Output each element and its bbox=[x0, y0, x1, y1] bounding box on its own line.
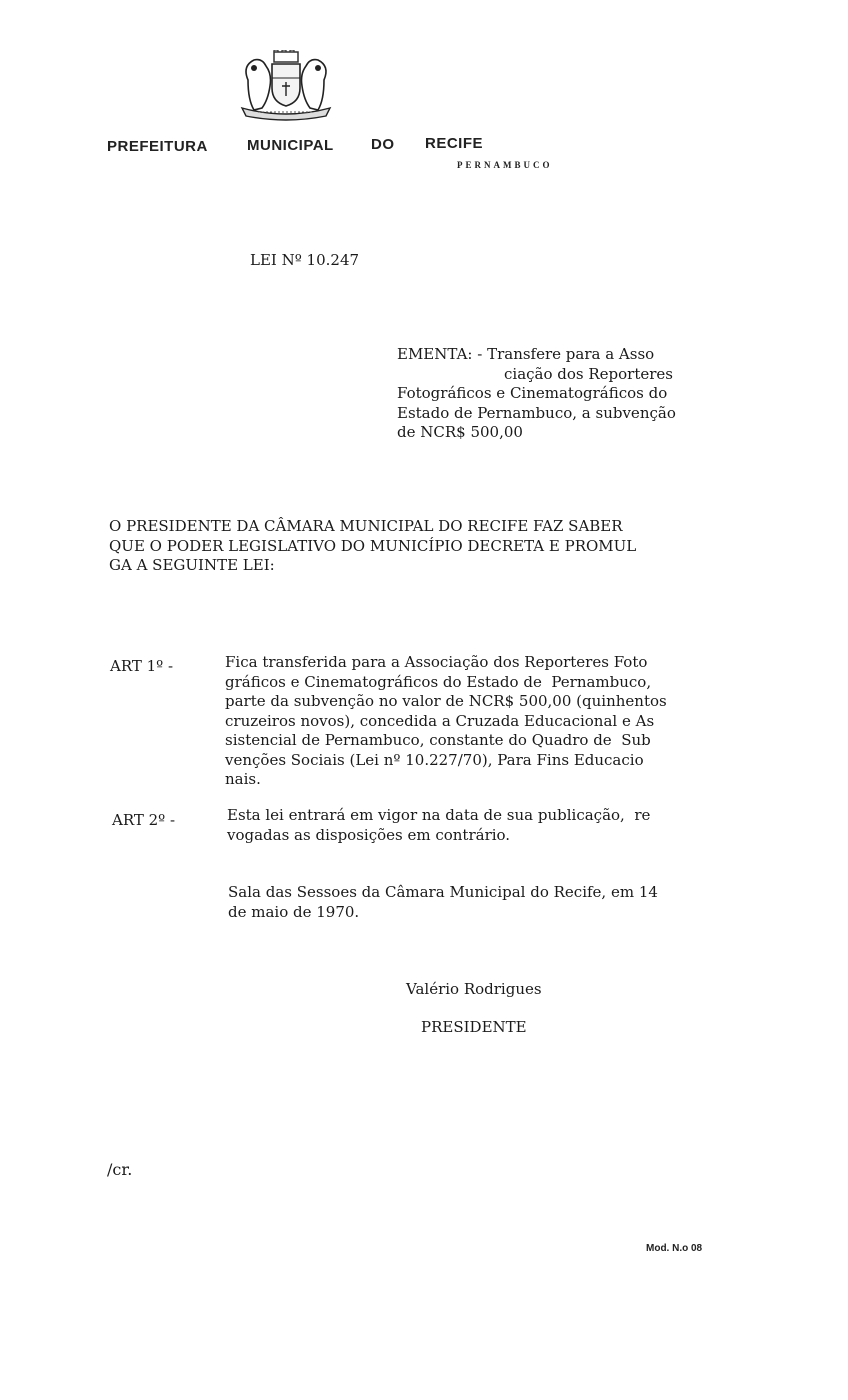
ementa-label: EMENTA: - bbox=[397, 345, 483, 363]
letterhead-word-recife: RECIFE bbox=[425, 135, 484, 152]
signatory-name: Valério Rodrigues bbox=[406, 980, 542, 998]
coat-of-arms-seal bbox=[238, 50, 334, 122]
ementa-section bbox=[397, 345, 676, 443]
law-number: LEI Nº 10.247 bbox=[250, 251, 360, 269]
form-code: Mod. N.o 08 bbox=[646, 1243, 703, 1254]
article-1-label: ART 1º - bbox=[110, 657, 174, 675]
typist-initials: /cr. bbox=[107, 1160, 133, 1179]
article-2-label: ART 2º - bbox=[112, 811, 176, 829]
letterhead-word-municipal: MUNICIPAL bbox=[247, 137, 334, 154]
letterhead-word-prefeitura: PREFEITURA bbox=[107, 138, 208, 155]
signatory-title: PRESIDENTE bbox=[421, 1018, 527, 1036]
ementa-body: Fotográficos e Cinematográficos do Estado de Pernambuco, a subvenção de NCR$ 500,00 bbox=[397, 384, 676, 441]
article-2-text: Esta lei entrará em vigor na data de sua publicação, re vogadas as disposições em contrário. bbox=[227, 806, 651, 844]
article-1-text: Fica transferida para a Associação dos Reporteres Foto gráficos e Cinematográficos do Estado de Pernambuco, parte da subvenção no valor de NCR$ 500,00 (quinhentos cruzeiros novos), concedida a Cruzada Educacional e As sistencial de Pernambuco, constante do Quadro de Sub venções Sociais (Lei nº 10.227/70), Para Fins Educacio nais. bbox=[225, 653, 667, 788]
ementa-line-2: ciação dos Reporteres bbox=[504, 364, 674, 383]
preamble: O PRESIDENTE DA CÂMARA MUNICIPAL DO RECIFE FAZ SABER QUE O PODER LEGISLATIVO DO MUNICÍPIO DECRETA E PROMUL GA A SEGUINTE LEI: bbox=[109, 517, 637, 574]
closing-statement: Sala das Sessoes da Câmara Municipal do Recife, em 14 de maio de 1970. bbox=[228, 883, 658, 921]
letterhead-word-do: DO bbox=[371, 136, 395, 153]
letterhead-state: PERNAMBUCO bbox=[457, 160, 553, 170]
ementa-line-1: Transfere para a Asso bbox=[487, 345, 655, 363]
